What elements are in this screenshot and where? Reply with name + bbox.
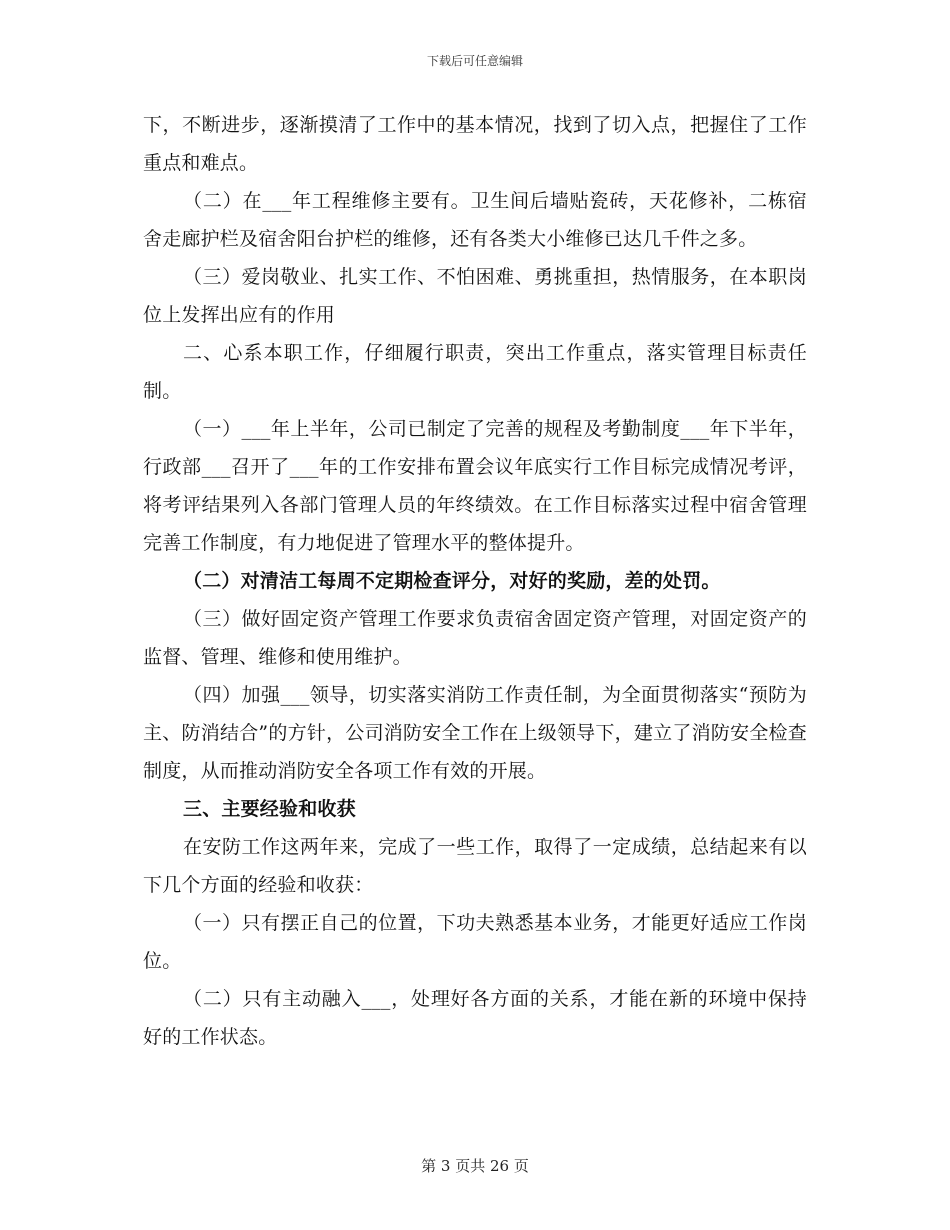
paragraph-experience-two: （二）只有主动融入___，处理好各方面的关系，才能在新的环境中保持好的工作状态。 [143, 988, 807, 1048]
document-body [143, 106, 807, 1056]
paragraph-experience-intro: 在安防工作这两年来，完成了一些工作，取得了一定成绩，总结起来有以下几个方面的经验和收获： [143, 836, 807, 896]
paragraph-maintenance: （二）在___年工程维修主要有。卫生间后墙贴瓷砖，天花修补，二栋宿舍走廊护栏及宿舍阳台护栏的维修，还有各类大小维修已达几千件之多。 [143, 190, 807, 250]
paragraph-dedication: （三）爱岗敬业、扎实工作、不怕困难、勇挑重担，热情服务，在本职岗位上发挥出应有的作用 [143, 266, 807, 326]
paragraph-continuation: 下，不断进步，逐渐摸清了工作中的基本情况，找到了切入点，把握住了工作重点和难点。 [143, 114, 807, 174]
paragraph-experience-one: （一）只有摆正自己的位置，下功夫熟悉基本业务，才能更好适应工作岗位。 [143, 912, 807, 972]
section-heading-two: 二、心系本职工作，仔细履行职责，突出工作重点，落实管理目标责任制。 [143, 342, 807, 402]
paragraph-cleaning-inspection: （二）对清洁工每周不定期检查评分，对好的奖励，差的处罚。 [183, 570, 721, 592]
paragraph-fire-safety: （四）加强___领导，切实落实消防工作责任制，为全面贯彻落实“预防为主、防消结合”的方针，公司消防安全工作在上级领导下，建立了消防安全检查制度，从而推动消防安全各项工作有效的开展。 [143, 684, 807, 782]
paragraph-regulations: （一）___年上半年，公司已制定了完善的规程及考勤制度___年下半年，行政部___召开了___年的工作安排布置会议年底实行工作目标完成情况考评，将考评结果列入各部门管理人员的年终绩效。在工作目标落实过程中宿舍管理完善工作制度，有力地促进了管理水平的整体提升。 [143, 418, 807, 554]
page-number: 第 3 页共 26 页 [421, 1157, 529, 1175]
section-heading-three: 三、主要经验和收获 [183, 798, 356, 820]
page-header: 下载后可任意编辑 [426, 54, 523, 68]
paragraph-fixed-assets: （三）做好固定资产管理工作要求负责宿舍固定资产管理，对固定资产的监督、管理、维修和使用维护。 [143, 608, 807, 668]
